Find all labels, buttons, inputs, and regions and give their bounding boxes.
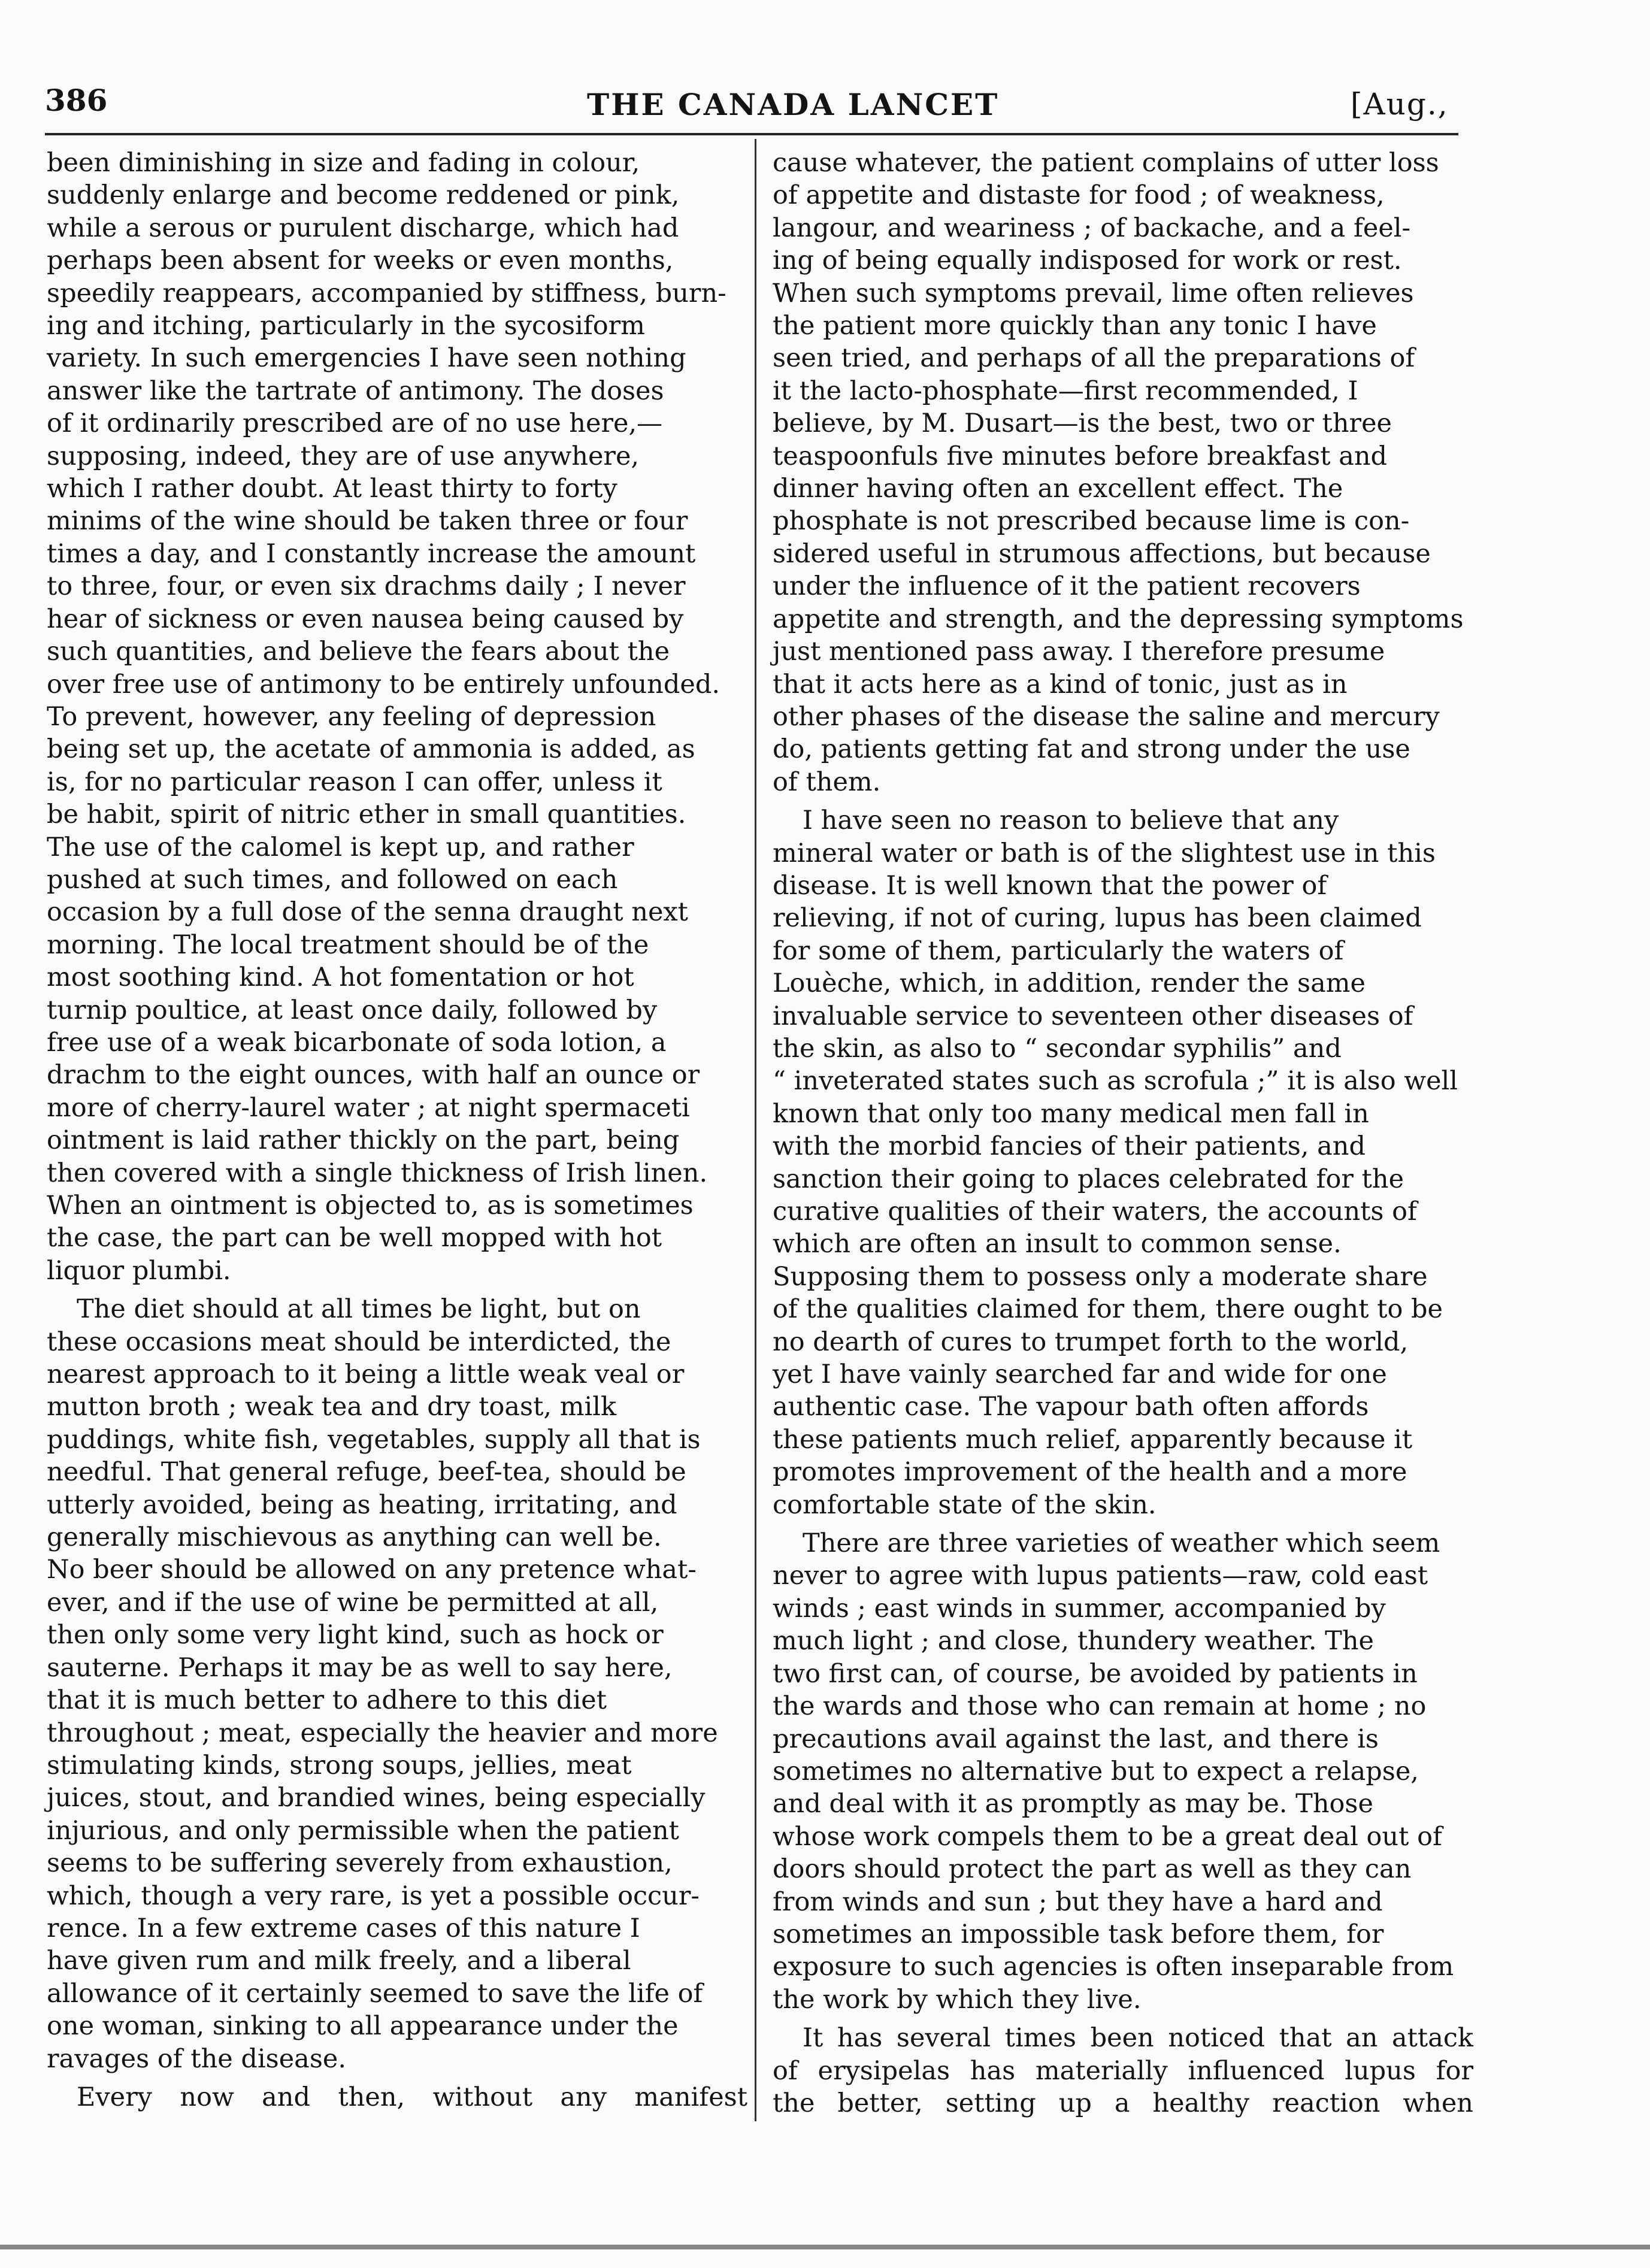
- column-divider: [755, 139, 756, 2121]
- month-mark: [Aug.,: [1351, 87, 1449, 122]
- page-number: 386: [45, 83, 108, 118]
- paragraph: There are three varieties of weather which seem never to agree with lupus patients—raw, cold east winds ; east winds in summer, accompanied by much light ; and close, thundery weather. The two first can, of course, be avoided by patients in the wards and those who can remain at home ; no precautions avail against the last, and there is sometimes no alternative but to expect a relapse, and deal with it as promptly as may be. Those whose work compels them to be a great deal out of doors should protect the part as well as they can from winds and sun ; but they have a hard and sometimes an impossible task before them, for exposure to such agencies is often inseparable from the work by which they live.: [773, 1528, 1454, 2015]
- paragraph: Every now and then, without any manifest: [77, 2082, 747, 2112]
- left-column: [47, 147, 747, 2113]
- paragraph: cause whatever, the patient complains of utter loss of appetite and distaste for food ; of weakness, langour, and weariness ; of backache, and a feel- ing of being equally indisposed for work or rest. When such symptoms prevail, lime often relieves the patient more quickly than any tonic I have seen tried, and perhaps of all the preparations of it the lacto-phosphate—first recommended, I believe, by M. Dusart—is the best, two or three teaspoonfuls five minutes before breakfast and dinner having often an excellent effect. The phosphate is not prescribed because lime is con- sidered useful in strumous affections, but because under the influence of it the patient recovers appetite and strength, and the depressing symptoms just mentioned pass away. I therefore presume that it acts here as a kind of tonic, just as in other phases of the disease the saline and mercury do, patients getting fat and strong under the use of them.: [773, 148, 1464, 797]
- paragraph: It has several times been noticed that an attack of erysipelas has materially influenced lupus for the better, setting up a healthy reaction when: [773, 2023, 1473, 2118]
- journal-title: THE CANADA LANCET: [587, 87, 1000, 122]
- scan-edge: [0, 2245, 1650, 2249]
- paragraph: I have seen no reason to believe that any mineral water or bath is of the slightest use in this disease. It is well known that the power of relieving, if not of curing, lupus has been claimed for some of them, particularly the waters of Louèche, which, in addition, render the same invaluable service to seventeen other diseases of the skin, as also to “ secondar syphilis” and “ inveterated states such as scrofula ;” it is also well known that only too many medical men fall in with the morbid fancies of their patients, and sanction their going to places celebrated for the curative qualities of their waters, the accounts of which are often an insult to common sense. Supposing them to possess only a moderate share of the qualities claimed for them, there ought to be no dearth of cures to trumpet forth to the world, yet I have vainly searched far and wide for one authentic case. The vapour bath often affords these patients much relief, apparently because it promotes improvement of the health and a more comfortable state of the skin.: [773, 806, 1458, 1520]
- paragraph: been diminishing in size and fading in colour, suddenly enlarge and become reddened or pink, while a serous or purulent discharge, which had perhaps been absent for weeks or even months, speedily reappears, accompanied by stiffness, burn- ing and itching, particularly in the sycosiform variety. In such emergencies I have seen nothing answer like the tartrate of antimony. The doses of it ordinarily prescribed are of no use here,— supposing, indeed, they are of use anywhere, which I rather doubt. At least thirty to forty minims of the wine should be taken three or four times a day, and I constantly increase the amount to three, four, or even six drachms daily ; I never hear of sickness or even nausea being caused by such quantities, and believe the fears about the over free use of antimony to be entirely unfounded. To prevent, however, any feeling of depression being set up, the acetate of ammonia is added, as is, for no particular reason I can offer, unless it be habit, spirit of nitric ether in small quantities. The use of the calomel is kept up, and rather pushed at such times, and followed on each occasion by a full dose of the senna draught next morning. The local treatment should be of the most soothing kind. A hot fomentation or hot turnip poultice, at least once daily, followed by free use of a weak bicarbonate of soda lotion, a drachm to the eight ounces, with half an ounce or more of cherry-laurel water ; at night spermaceti ointment is laid rather thickly on the part, being then covered with a single thickness of Irish linen. When an ointment is objected to, as is sometimes the case, the part can be well mopped with hot liquor plumbi.: [47, 148, 726, 1286]
- right-column: [773, 147, 1473, 2119]
- paragraph: The diet should at all times be light, but on these occasions meat should be interdicted, the nearest approach to it being a little weak veal or mutton broth ; weak tea and dry toast, milk puddings, white fish, vegetables, supply all that is needful. That general refuge, beef-tea, should be utterly avoided, being as heating, irritating, and generally mischievous as anything can well be. No beer should be allowed on any pretence what- ever, and if the use of wine be permitted at all, then only some very light kind, such as hock or sauterne. Perhaps it may be as well to say here, that it is much better to adhere to this diet throughout ; meat, especially the heavier and more stimulating kinds, strong soups, jellies, meat juices, stout, and brandied wines, being especially injurious, and only permissible when the patient seems to be suffering severely from exhaustion, which, though a very rare, is yet a possible occur- rence. In a few extreme cases of this nature I have given rum and milk freely, and a liberal allowance of it certainly seemed to save the life of one woman, sinking to all appearance under the ravages of the disease.: [47, 1294, 718, 2074]
- header-rule: [45, 133, 1458, 135]
